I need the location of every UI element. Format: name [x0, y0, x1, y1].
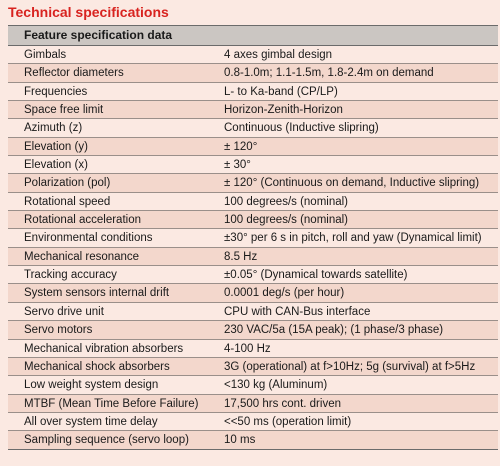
- value-cell: 3G (operational) at f>10Hz; 5g (survival) at f>5Hz: [224, 360, 476, 373]
- value-cell: ±30° per 6 s in pitch, roll and yaw (Dynamical limit): [224, 232, 482, 245]
- value-cell: L- to Ka-band (CP/LP): [224, 85, 338, 98]
- table-row: [8, 321, 498, 339]
- table-row: [8, 431, 498, 449]
- value-cell: ± 30°: [224, 159, 251, 172]
- table-row: [8, 340, 498, 358]
- table-row: [8, 376, 498, 394]
- feature-cell: All over system time delay: [24, 415, 158, 428]
- table-row: [8, 193, 498, 211]
- value-cell: Continuous (Inductive slipring): [224, 122, 379, 135]
- table-row: [8, 174, 498, 192]
- table-row: [8, 248, 498, 266]
- feature-cell: Gimbals: [24, 49, 67, 61]
- feature-cell: Servo drive unit: [24, 305, 104, 318]
- table-row: [8, 395, 498, 413]
- value-cell: 0.8-1.0m; 1.1-1.5m, 1.8-2.4m on demand: [224, 67, 434, 80]
- value-cell: Horizon-Zenith-Horizon: [224, 104, 343, 117]
- table-row: [8, 156, 498, 174]
- feature-cell: Elevation (x): [24, 159, 88, 172]
- feature-cell: MTBF (Mean Time Before Failure): [24, 397, 199, 410]
- feature-cell: Low weight system design: [24, 379, 159, 392]
- table-row: [8, 266, 498, 284]
- feature-cell: Reflector diameters: [24, 67, 124, 80]
- feature-cell: Sampling sequence (servo loop): [24, 434, 189, 447]
- section-heading: Technical specifications: [8, 4, 169, 20]
- table-row: [8, 229, 498, 247]
- feature-cell: Tracking accuracy: [24, 269, 117, 282]
- feature-cell: Polarization (pol): [24, 177, 111, 190]
- feature-cell: System sensors internal drift: [24, 287, 170, 300]
- table-row: [8, 83, 498, 101]
- spec-table: [8, 25, 498, 450]
- feature-cell: Environmental conditions: [24, 232, 153, 245]
- value-cell: 100 degrees/s (nominal): [224, 214, 349, 227]
- value-cell: <<50 ms (operation limit): [224, 415, 352, 428]
- value-cell: ± 120° (Continuous on demand, Inductive slipring): [224, 177, 480, 190]
- value-cell: 4-100 Hz: [224, 342, 271, 355]
- table-row: [8, 101, 498, 119]
- value-cell: ±0.05° (Dynamical towards satellite): [224, 269, 408, 282]
- value-cell: ± 120°: [224, 140, 258, 153]
- table-row: [8, 358, 498, 376]
- value-cell: <130 kg (Aluminum): [224, 379, 328, 392]
- feature-cell: Mechanical vibration absorbers: [24, 342, 184, 355]
- feature-cell: Elevation (y): [24, 140, 88, 153]
- table-row: [8, 303, 498, 321]
- feature-cell: Servo motors: [24, 324, 93, 337]
- feature-cell: Space free limit: [24, 104, 104, 117]
- value-cell: 8.5 Hz: [224, 250, 258, 263]
- value-cell: 0.0001 deg/s (per hour): [224, 287, 345, 300]
- feature-cell: Mechanical resonance: [24, 250, 140, 263]
- table-row: [8, 138, 498, 156]
- value-cell: 17,500 hrs cont. driven: [224, 397, 341, 410]
- value-cell: 100 degrees/s (nominal): [224, 195, 349, 208]
- value-cell: 230 VAC/5a (15A peak); (1 phase/3 phase): [224, 324, 444, 337]
- value-cell: CPU with CAN-Bus interface: [224, 305, 371, 318]
- table-header: Feature specification data: [8, 26, 498, 46]
- feature-cell: Azimuth (z): [24, 122, 83, 135]
- table-row: [8, 284, 498, 302]
- table-row: [8, 211, 498, 229]
- table-row: [8, 413, 498, 431]
- table-row: [8, 119, 498, 137]
- feature-cell: Rotational acceleration: [24, 214, 141, 227]
- table-row: [8, 64, 498, 82]
- feature-cell: Frequencies: [24, 85, 88, 98]
- feature-cell: Rotational speed: [24, 195, 111, 208]
- value-cell: 4 axes gimbal design: [224, 49, 333, 61]
- value-cell: 10 ms: [224, 434, 256, 447]
- table-row: [8, 46, 498, 64]
- feature-cell: Mechanical shock absorbers: [24, 360, 170, 373]
